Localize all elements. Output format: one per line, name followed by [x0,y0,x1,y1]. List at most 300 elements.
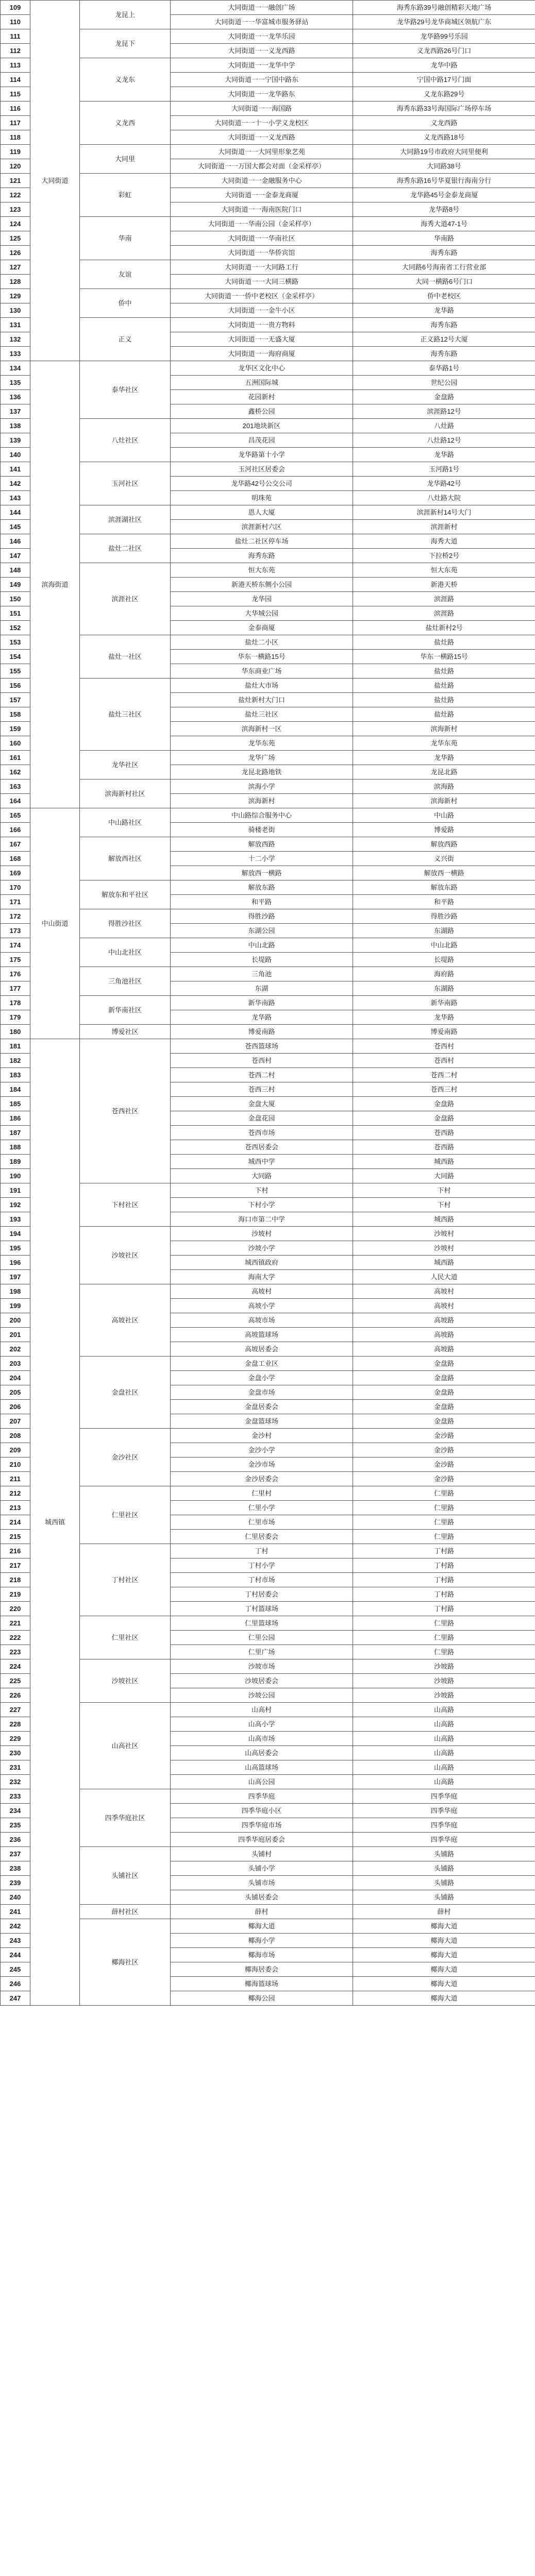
location-name-cell: 大同街道一一金融服务中心 [171,174,353,188]
row-index-cell: 155 [1,664,30,679]
address-cell: 世纪公园 [353,376,535,390]
location-name-cell: 长堤路 [171,953,353,967]
location-name-cell: 金沙居委会 [171,1472,353,1486]
address-cell: 金盘路 [353,1414,535,1429]
location-name-cell: 沙坡市场 [171,1659,353,1674]
community-cell: 薛村社区 [80,1905,171,1919]
street-cell: 大同街道 [30,1,80,361]
address-cell: 山高路 [353,1732,535,1746]
location-name-cell: 高坡市场 [171,1313,353,1328]
address-cell: 山高路 [353,1760,535,1775]
location-name-cell: 新华南路 [171,996,353,1010]
location-name-cell: 苍西居委会 [171,1140,353,1155]
address-cell: 金沙路 [353,1429,535,1443]
row-index-cell: 146 [1,534,30,549]
table-row [1,1183,535,1198]
location-name-cell: 城西镇政府 [171,1256,353,1270]
table-row [1,1789,535,1804]
address-cell: 盐灶路 [353,679,535,693]
community-cell: 得胜沙社区 [80,909,171,938]
table-row [1,1919,535,1934]
address-cell: 盐灶路 [353,693,535,707]
address-cell: 仁里路 [353,1645,535,1659]
address-cell: 龙华路29号龙华商城区领航广东 [353,15,535,29]
address-cell: 头铺路 [353,1861,535,1876]
address-cell: 八灶路12号 [353,433,535,448]
community-cell: 苍西社区 [80,1039,171,1183]
community-cell: 彩虹 [80,174,171,217]
location-name-cell: 盐灶大市场 [171,679,353,693]
location-name-cell: 明珠苑 [171,491,353,505]
row-index-cell: 170 [1,880,30,895]
address-cell: 下拉桥2号 [353,549,535,563]
location-name-cell: 大同路 [171,1169,353,1183]
table-row [1,779,535,794]
row-index-cell: 199 [1,1299,30,1313]
address-cell: 高坡村 [353,1299,535,1313]
location-name-cell: 仁里篮球场 [171,1616,353,1631]
address-cell: 龙华路 [353,751,535,765]
address-cell: 山高路 [353,1717,535,1732]
location-name-cell: 大同街道一一华南社区 [171,231,353,246]
community-cell: 泰华社区 [80,361,171,419]
row-index-cell: 238 [1,1861,30,1876]
row-index-cell: 132 [1,332,30,347]
row-index-cell: 153 [1,635,30,650]
community-cell: 友谊 [80,260,171,289]
row-index-cell: 212 [1,1486,30,1501]
location-name-cell: 大同街道一一华富城市服务驿站 [171,15,353,29]
row-index-cell: 193 [1,1212,30,1227]
row-index-cell: 135 [1,376,30,390]
location-name-cell: 金盘居委会 [171,1400,353,1414]
row-index-cell: 208 [1,1429,30,1443]
row-index-cell: 213 [1,1501,30,1515]
address-cell: 得胜沙路 [353,909,535,924]
row-index-cell: 174 [1,938,30,953]
row-index-cell: 229 [1,1732,30,1746]
row-index-cell: 143 [1,491,30,505]
community-cell: 下村社区 [80,1183,171,1227]
location-name-cell: 龙华园 [171,592,353,606]
row-index-cell: 222 [1,1631,30,1645]
row-index-cell: 202 [1,1342,30,1357]
address-cell: 金盘路 [353,1385,535,1400]
location-name-cell: 龙华路42号公交公司 [171,477,353,491]
address-cell: 金盘路 [353,1357,535,1371]
table-row [1,1905,535,1919]
table-row [1,1486,535,1501]
address-cell: 沙坡路 [353,1674,535,1688]
location-name-cell: 大同街道一一十一小学义龙校区 [171,116,353,130]
address-cell: 高坡路 [353,1328,535,1342]
table-row [1,1,535,15]
row-index-cell: 186 [1,1111,30,1126]
address-cell: 椰海大道 [353,1991,535,2006]
location-name-cell: 解放东路 [171,880,353,895]
location-name-cell: 大同街道一一海国路 [171,101,353,116]
row-index-cell: 128 [1,275,30,289]
address-cell: 海府路 [353,967,535,981]
table-row [1,505,535,520]
location-name-cell: 鑫桥公园 [171,404,353,419]
address-cell: 滨涯新村 [353,520,535,534]
row-index-cell: 218 [1,1573,30,1587]
row-index-cell: 131 [1,318,30,332]
location-name-cell: 海秀东路 [171,549,353,563]
row-index-cell: 226 [1,1688,30,1703]
community-cell: 中山北社区 [80,938,171,967]
location-name-cell: 仁里村 [171,1486,353,1501]
row-index-cell: 235 [1,1818,30,1833]
row-index-cell: 124 [1,217,30,231]
address-cell: 龙华中路 [353,58,535,73]
row-index-cell: 116 [1,101,30,116]
row-index-cell: 191 [1,1183,30,1198]
location-name-cell: 头铺居委会 [171,1890,353,1905]
row-index-cell: 112 [1,44,30,58]
row-index-cell: 169 [1,866,30,880]
table-row [1,880,535,895]
location-name-cell: 解放西一横路 [171,866,353,880]
row-index-cell: 188 [1,1140,30,1155]
community-cell: 仁里社区 [80,1486,171,1544]
row-index-cell: 151 [1,606,30,621]
location-name-cell: 金沙市场 [171,1458,353,1472]
address-cell: 椰海大道 [353,1919,535,1934]
row-index-cell: 122 [1,188,30,202]
address-cell: 滨海新村 [353,794,535,808]
address-cell: 海秀大道 [353,534,535,549]
row-index-cell: 113 [1,58,30,73]
community-cell: 沙坡社区 [80,1659,171,1703]
row-index-cell: 206 [1,1400,30,1414]
location-name-cell: 滨海新村 [171,794,353,808]
address-cell: 八灶路 [353,419,535,433]
community-cell: 仁里社区 [80,1616,171,1659]
address-cell: 滨涯新村14号大门 [353,505,535,520]
address-cell: 苍西二村 [353,1068,535,1082]
row-index-cell: 178 [1,996,30,1010]
community-cell: 华南 [80,217,171,260]
address-cell: 山高路 [353,1746,535,1760]
table-row [1,289,535,303]
location-name-cell: 苍西村 [171,1054,353,1068]
location-name-cell: 大同街道一一无盛大厦 [171,332,353,347]
row-index-cell: 194 [1,1227,30,1241]
table-row [1,1357,535,1371]
address-cell: 椰海大道 [353,1948,535,1962]
table-row [1,1227,535,1241]
community-cell: 正义 [80,318,171,361]
address-cell: 苍西村 [353,1054,535,1068]
location-name-cell: 大同街道一一华南公园（金采样亭） [171,217,353,231]
location-name-cell: 大华城公园 [171,606,353,621]
location-name-cell: 仁里市场 [171,1515,353,1530]
address-cell: 仁里路 [353,1616,535,1631]
row-index-cell: 117 [1,116,30,130]
location-name-cell: 金盘工业区 [171,1357,353,1371]
location-name-cell: 高坡村 [171,1284,353,1299]
row-index-cell: 214 [1,1515,30,1530]
address-cell: 仁里路 [353,1515,535,1530]
address-cell: 盐灶路 [353,707,535,722]
location-name-cell: 苍西三村 [171,1082,353,1097]
address-cell: 金盘路 [353,390,535,404]
location-name-cell: 金沙小学 [171,1443,353,1458]
row-index-cell: 232 [1,1775,30,1789]
address-cell: 四季华庭 [353,1789,535,1804]
location-name-cell: 苍西篮球场 [171,1039,353,1054]
table-row [1,462,535,477]
row-index-cell: 201 [1,1328,30,1342]
table-body [1,1,535,2006]
location-name-cell: 和平路 [171,895,353,909]
community-cell: 义龙西 [80,101,171,145]
location-name-cell: 中山北路 [171,938,353,953]
row-index-cell: 198 [1,1284,30,1299]
address-cell: 大同路38号 [353,159,535,174]
row-index-cell: 163 [1,779,30,794]
row-index-cell: 231 [1,1760,30,1775]
row-index-cell: 204 [1,1371,30,1385]
location-name-cell: 华东商业广场 [171,664,353,679]
location-name-cell: 玉河社区居委会 [171,462,353,477]
row-index-cell: 187 [1,1126,30,1140]
address-cell: 解放东路 [353,880,535,895]
location-name-cell: 四季华庭市场 [171,1818,353,1833]
address-cell: 解放西路 [353,837,535,852]
row-index-cell: 129 [1,289,30,303]
location-name-cell: 龙华区文化中心 [171,361,353,376]
address-cell: 大同路6号海南省工行营业部 [353,260,535,275]
address-cell: 沙坡路 [353,1688,535,1703]
row-index-cell: 223 [1,1645,30,1659]
community-cell: 博爱社区 [80,1025,171,1039]
address-cell: 滨海新村 [353,722,535,736]
location-name-cell: 花园新村 [171,390,353,404]
address-cell: 龙华路 [353,448,535,462]
address-cell: 滨涯路 [353,592,535,606]
address-cell: 盐灶路 [353,664,535,679]
address-cell: 仁里路 [353,1631,535,1645]
address-cell: 东湖路 [353,924,535,938]
location-name-cell: 恒大东苑 [171,563,353,578]
street-cell: 中山街道 [30,808,80,1039]
row-index-cell: 157 [1,693,30,707]
address-cell: 苍西路 [353,1126,535,1140]
table-row [1,967,535,981]
row-index-cell: 243 [1,1934,30,1948]
address-cell: 苍西三村 [353,1082,535,1097]
community-cell: 中山路社区 [80,808,171,837]
location-name-cell: 山高篮球场 [171,1760,353,1775]
address-cell: 龙华路 [353,303,535,318]
location-name-cell: 金沙村 [171,1429,353,1443]
location-name-cell: 滨涯新村六区 [171,520,353,534]
location-name-cell: 山高村 [171,1703,353,1717]
address-cell: 金盘路 [353,1111,535,1126]
location-name-cell: 金盘市场 [171,1385,353,1400]
table-row [1,679,535,693]
row-index-cell: 149 [1,578,30,592]
location-name-cell: 大同街道一一侨中老校区（金采样亭） [171,289,353,303]
row-index-cell: 109 [1,1,30,15]
location-name-cell: 华东一横路15号 [171,650,353,664]
row-index-cell: 150 [1,592,30,606]
row-index-cell: 168 [1,852,30,866]
row-index-cell: 111 [1,29,30,44]
address-cell: 龙华路42号 [353,477,535,491]
location-name-cell: 大同街道一一大同里形象艺苑 [171,145,353,159]
location-name-cell: 滨海新村一区 [171,722,353,736]
address-cell: 高坡路 [353,1313,535,1328]
address-cell: 海秀东路16号华夏银行海南分行 [353,174,535,188]
address-cell: 城西路 [353,1212,535,1227]
row-index-cell: 196 [1,1256,30,1270]
row-index-cell: 160 [1,736,30,751]
community-cell: 侨中 [80,289,171,318]
location-name-cell: 下村 [171,1183,353,1198]
location-name-cell: 大同街道一一万国大都会对面（金采样亭） [171,159,353,174]
location-name-cell: 仁里广场 [171,1645,353,1659]
address-cell: 椰海大道 [353,1977,535,1991]
location-name-cell: 仁里小学 [171,1501,353,1515]
location-name-cell: 东湖公园 [171,924,353,938]
address-cell: 泰华路1号 [353,361,535,376]
table-row [1,563,535,578]
location-name-cell: 椰海篮球场 [171,1977,353,1991]
location-name-cell: 薛村 [171,1905,353,1919]
row-index-cell: 147 [1,549,30,563]
row-index-cell: 118 [1,130,30,145]
address-cell: 金盘路 [353,1371,535,1385]
address-cell: 正义路12号大厦 [353,332,535,347]
row-index-cell: 205 [1,1385,30,1400]
location-name-cell: 骑楼老街 [171,823,353,837]
table-row [1,1703,535,1717]
community-cell: 龙昆下 [80,29,171,58]
table-row [1,318,535,332]
community-cell: 解放西社区 [80,837,171,880]
row-index-cell: 161 [1,751,30,765]
location-name-cell: 大同街道一一金牛小区 [171,303,353,318]
community-cell: 金盘社区 [80,1357,171,1429]
address-cell: 义龙西路18号 [353,130,535,145]
address-cell: 海秀大道47-1号 [353,217,535,231]
row-index-cell: 133 [1,347,30,361]
address-cell: 滨涯路 [353,606,535,621]
address-cell: 仁里路 [353,1501,535,1515]
table-row [1,217,535,231]
address-cell: 下村 [353,1198,535,1212]
community-cell: 椰海社区 [80,1919,171,2006]
row-index-cell: 110 [1,15,30,29]
address-cell: 四季华庭 [353,1818,535,1833]
community-cell: 八灶社区 [80,419,171,462]
row-index-cell: 246 [1,1977,30,1991]
row-index-cell: 207 [1,1414,30,1429]
address-cell: 东湖路 [353,981,535,996]
address-cell: 恒大东苑 [353,563,535,578]
address-cell: 沙坡村 [353,1227,535,1241]
table-row [1,419,535,433]
location-name-cell: 恩人大厦 [171,505,353,520]
location-name-cell: 金盘小学 [171,1371,353,1385]
address-cell: 海秀东路39号融创精彩天地广场 [353,1,535,15]
address-cell: 侨中老校区 [353,289,535,303]
row-index-cell: 211 [1,1472,30,1486]
table-row [1,1847,535,1861]
community-cell: 龙昆上 [80,1,171,29]
row-index-cell: 127 [1,260,30,275]
row-index-cell: 173 [1,924,30,938]
row-index-cell: 175 [1,953,30,967]
address-cell: 金沙路 [353,1472,535,1486]
community-cell: 义龙东 [80,58,171,101]
location-name-cell: 山高市场 [171,1732,353,1746]
row-index-cell: 119 [1,145,30,159]
address-cell: 仁里路 [353,1530,535,1544]
row-index-cell: 121 [1,174,30,188]
address-cell: 滨海路 [353,779,535,794]
table-row [1,1284,535,1299]
row-index-cell: 189 [1,1155,30,1169]
address-cell: 苍西路 [353,1140,535,1155]
row-index-cell: 130 [1,303,30,318]
location-name-cell: 高坡居委会 [171,1342,353,1357]
address-cell: 博爱南路 [353,1025,535,1039]
row-index-cell: 167 [1,837,30,852]
location-name-cell: 山高小学 [171,1717,353,1732]
location-name-cell: 龙昆北路地铁 [171,765,353,779]
table-row [1,1659,535,1674]
row-index-cell: 190 [1,1169,30,1183]
address-cell: 椰海大道 [353,1934,535,1948]
location-name-cell: 盐灶新村大门口 [171,693,353,707]
community-cell: 山高社区 [80,1703,171,1789]
table-row [1,1429,535,1443]
row-index-cell: 216 [1,1544,30,1558]
row-index-cell: 136 [1,390,30,404]
address-cell: 盐灶新村2号 [353,621,535,635]
location-name-cell: 龙华东苑 [171,736,353,751]
row-index-cell: 200 [1,1313,30,1328]
address-cell: 盐灶路 [353,635,535,650]
row-index-cell: 240 [1,1890,30,1905]
row-index-cell: 142 [1,477,30,491]
address-cell: 金沙路 [353,1443,535,1458]
community-cell: 大同里 [80,145,171,174]
address-cell: 薛村 [353,1905,535,1919]
location-name-cell: 201地块新区 [171,419,353,433]
location-name-cell: 大同街道一一海南医院门口 [171,202,353,217]
table-row [1,58,535,73]
location-name-cell: 大同街道一一海府商厦 [171,347,353,361]
table-row [1,808,535,823]
location-name-cell: 仁里居委会 [171,1530,353,1544]
row-index-cell: 177 [1,981,30,996]
location-name-cell: 下村小学 [171,1198,353,1212]
address-cell: 人民大道 [353,1270,535,1284]
location-name-cell: 大同街道一一大同三横路 [171,275,353,289]
address-cell: 中山路 [353,808,535,823]
row-index-cell: 228 [1,1717,30,1732]
address-cell: 苍西村 [353,1039,535,1054]
table-row [1,145,535,159]
address-cell: 头铺路 [353,1890,535,1905]
row-index-cell: 123 [1,202,30,217]
